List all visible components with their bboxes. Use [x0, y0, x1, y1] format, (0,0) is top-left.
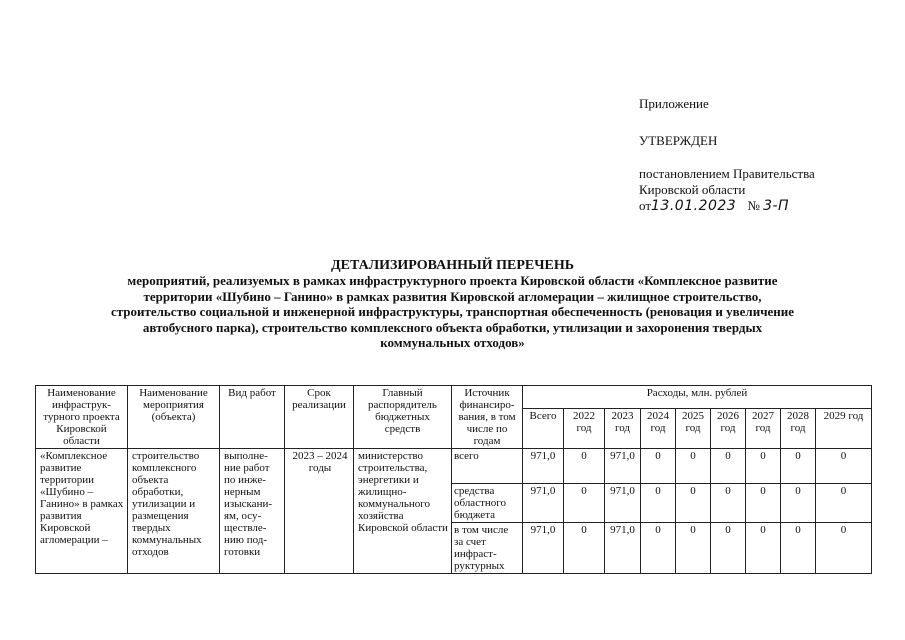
- year-value-cell: 0: [676, 449, 711, 484]
- year-value-cell: 0: [781, 523, 816, 574]
- period-cell: 2023 – 2024 годы: [285, 449, 354, 574]
- measures-table: [35, 385, 872, 574]
- year-value-cell: 971,0: [605, 449, 641, 484]
- year-value-cell: 0: [676, 523, 711, 574]
- from-prefix: от: [639, 198, 652, 213]
- year-value-cell: 0: [781, 484, 816, 523]
- year-value-cell: 971,0: [605, 523, 641, 574]
- header-year: 2025 год: [676, 408, 711, 449]
- header-work: Вид работ: [220, 386, 285, 449]
- subtitle-line: автобусного парка), строительство комплексного объекта обработки, утилизации и захоронения твердых: [142, 319, 763, 335]
- header-period: Срок реализации: [285, 386, 354, 449]
- header-year: 2023 год: [605, 408, 641, 449]
- year-value-cell: 0: [816, 449, 872, 484]
- header-year: 2029 год: [816, 408, 872, 449]
- header-expenses: Расходы, млн. рублей: [523, 386, 872, 409]
- header-manager: Главный распорядитель бюджетных средств: [354, 386, 452, 449]
- document-subtitle: [20, 273, 885, 351]
- source-label-cell: средства областного бюджета: [452, 484, 523, 523]
- handwritten-date: 13.01.2023: [651, 198, 737, 214]
- year-value-cell: 0: [564, 484, 605, 523]
- year-value-cell: 0: [746, 523, 781, 574]
- header-row: [36, 386, 872, 409]
- year-value-cell: 0: [746, 484, 781, 523]
- header-year: 2024 год: [641, 408, 676, 449]
- source-label-cell: в том числе за счет инфраст-руктурных: [452, 523, 523, 574]
- object-name-cell: строительство комплексного объекта обработки, утилизации и размещения твердых коммунальных отходов: [128, 449, 220, 574]
- source-label-cell: всего: [452, 449, 523, 484]
- header-year: 2028 год: [781, 408, 816, 449]
- header-year: 2027 год: [746, 408, 781, 449]
- subtitle-line: мероприятий, реализуемых в рамках инфраструктурного проекта Кировской области «Комплексное развитие: [127, 273, 778, 288]
- handwritten-number: 3-П: [763, 198, 790, 214]
- year-value-cell: 0: [676, 484, 711, 523]
- year-value-cell: 0: [564, 449, 605, 484]
- table-row: [36, 449, 872, 484]
- year-value-cell: 0: [641, 523, 676, 574]
- total-cell: 971,0: [523, 449, 564, 484]
- year-value-cell: 0: [816, 484, 872, 523]
- decree-line-2: Кировской области: [639, 182, 746, 197]
- header-source: Источник финансиро-вания, в том числе по годам: [452, 386, 523, 449]
- year-value-cell: 0: [641, 449, 676, 484]
- total-cell: 971,0: [523, 523, 564, 574]
- decree-line-1: постановлением Правительства: [639, 166, 815, 181]
- header-year: 2026 год: [711, 408, 746, 449]
- header-object: Наименование мероприятия (объекта): [128, 386, 220, 449]
- header-year: 2022 год: [564, 408, 605, 449]
- header-project: Наименование инфраструк-турного проекта Кировской области: [36, 386, 128, 449]
- year-value-cell: 971,0: [605, 484, 641, 523]
- subtitle-line: территории «Шубино – Ганино» в рамках развития Кировской агломерации – жилищное строительство,: [143, 288, 762, 304]
- header-total: Всего: [523, 408, 564, 449]
- subtitle-line: коммунальных отходов»: [380, 335, 525, 350]
- document-title: ДЕТАЛИЗИРОВАННЫЙ ПЕРЕЧЕНЬ: [330, 258, 575, 273]
- year-value-cell: 0: [816, 523, 872, 574]
- approved-label: УТВЕРЖДЕН: [639, 133, 718, 148]
- number-prefix: №: [747, 198, 760, 213]
- year-value-cell: 0: [641, 484, 676, 523]
- appendix-label: Приложение: [639, 96, 709, 111]
- year-value-cell: 0: [711, 449, 746, 484]
- work-type-cell: выполне-ние работ по инже-нерным изыскани-ям, осу-ществле-нию под-готовки: [220, 449, 285, 574]
- total-cell: 971,0: [523, 484, 564, 523]
- year-value-cell: 0: [564, 523, 605, 574]
- subtitle-line: строительство социальной и инженерной инфраструктуры, транспортная обеспеченность (реновация и увеличение: [110, 304, 795, 319]
- year-value-cell: 0: [746, 449, 781, 484]
- decree-date-line: [639, 198, 789, 214]
- project-name-cell: «Комплексное развитие территории «Шубино – Ганино» в рамках развития Кировской агломерации –: [36, 449, 128, 574]
- year-value-cell: 0: [711, 523, 746, 574]
- manager-cell: министерство строительства, энергетики и жилищно-коммунального хозяйства Кировской области: [354, 449, 452, 574]
- year-value-cell: 0: [781, 449, 816, 484]
- year-value-cell: 0: [711, 484, 746, 523]
